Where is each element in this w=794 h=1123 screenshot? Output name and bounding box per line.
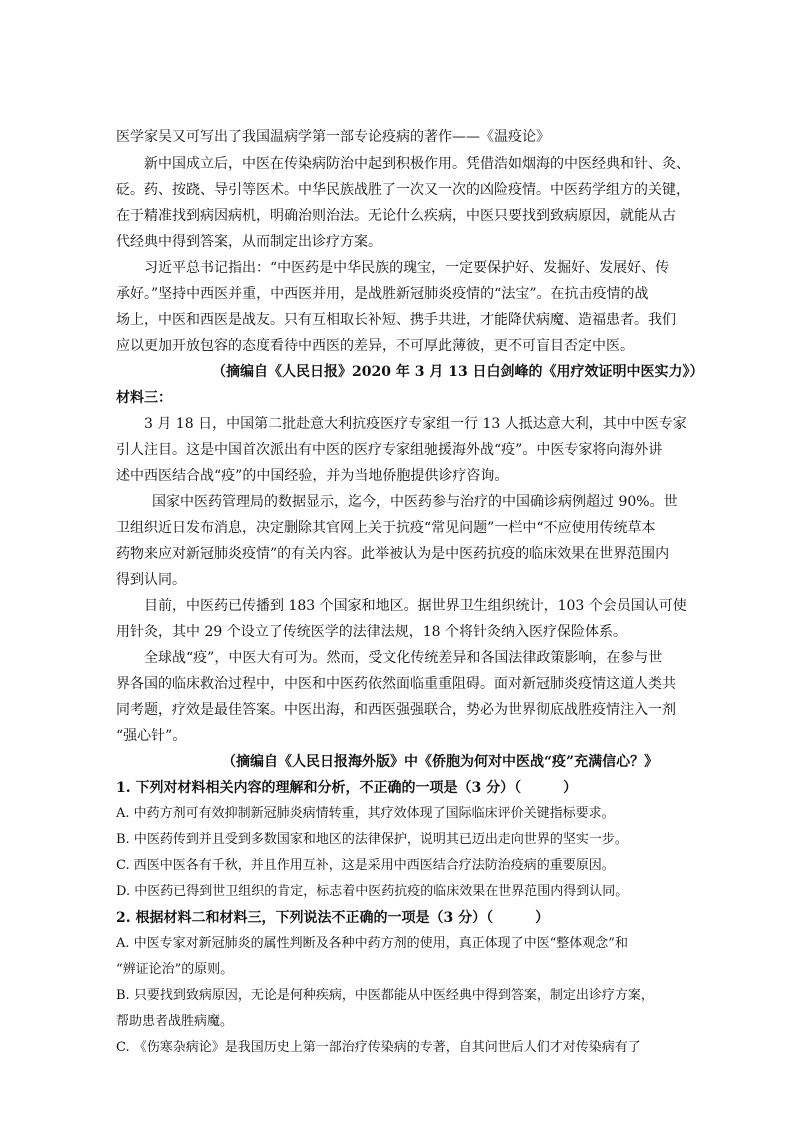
paragraph-5-line-4: 得到认同。	[116, 572, 186, 588]
question-1-option-a: A. 中药方剂可有效抑制新冠肺炎病情转重，其疗效体现了国际临床评价关键指标要求。	[116, 806, 615, 821]
source-citation-2: （摘编自《人民日报》2020 年 3 月 13 日白剑峰的《用疗效证明中医实力》）	[212, 364, 704, 380]
question-2-stem: 2. 根据材料二和材料三，下列说法不正确的一项是（3 分）（ ）	[116, 910, 550, 926]
source-citation-3: （摘编自《人民日报海外版》中《侨胞为何对中医战“疫”充满信心？》	[222, 754, 659, 770]
question-2-option-b-line-2: 帮助患者战胜病魔。	[116, 1014, 234, 1029]
paragraph-2-line-4: 代经典中得到答案，从而制定出诊疗方案。	[116, 234, 382, 250]
paragraph-4-line-2: 引人注目。这是中国首次派出有中医的医疗专家组驰援海外战“疫”。中医专家将向海外讲	[116, 442, 663, 458]
paragraph-3-line-1: 习近平总书记指出：“中医药是中华民族的瑰宝，一定要保护好、发掘好、发展好、传	[144, 260, 670, 276]
paragraph-5-line-2: 卫组织近日发布消息，决定删除其官网上关于抗疫“常见问题”一栏中“不应使用传统草本	[116, 520, 656, 536]
paragraph-3-line-3: 场上，中医和西医是战友。只有互相取长补短、携手共进，才能降伏病魔、造福患者。我们	[116, 312, 676, 328]
paragraph-2-line-3: 在于精准找到病因病机，明确治则治法。无论什么疾病，中医只要找到致病原因，就能从古	[116, 208, 676, 224]
paragraph-7-line-1: 全球战“疫”，中医大有可为。然而，受文化传统差异和各国法律政策影响，在参与世	[144, 650, 663, 666]
question-1-stem: 1. 下列对材料相关内容的理解和分析，不正确的一项是（3 分）（ ）	[116, 780, 578, 796]
paragraph-1-line-1: 医学家吴又可写出了我国温病学第一部专论疫病的著作——《温疫论》	[116, 129, 550, 145]
paragraph-6-line-2: 用针灸，其中 29 个设立了传统医学的法律法规，18 个将针灸纳入医疗保险体系。	[116, 624, 627, 640]
question-2-option-a-line-1: A. 中医专家对新冠肺炎的属性判断及各种中药方剂的使用，真正体现了中医“整体观念”和	[116, 936, 628, 951]
question-2-option-a-line-2: “辨证论治”的原则。	[116, 962, 234, 977]
paragraph-3-line-2: 承好。”坚持中西医并重，中西医并用，是战胜新冠肺炎疫情的“法宝”。在抗击疫情的战	[116, 286, 649, 302]
paragraph-4-line-3: 述中西医结合战“疫”的中国经验，并为当地侨胞提供诊疗咨询。	[116, 468, 509, 484]
paragraph-7-line-4: “强心针”。	[116, 728, 187, 744]
paragraph-5-line-1: 国家中医药管理局的数据显示，迄今，中医药参与治疗的中国确诊病例超过 90%。世	[152, 494, 678, 510]
question-1-option-c: C. 西医中医各有千秋，并且作用互补，这是采用中西医结合疗法防治疫病的重要原因。	[116, 858, 615, 873]
paragraph-3-line-4: 应以更加开放包容的态度看待中西医的差异，不可厚此薄彼，更不可盲目否定中医。	[116, 338, 634, 354]
question-1-option-b: B. 中医药传到并且受到多数国家和地区的法律保护，说明其已迈出走向世界的坚实一步。	[116, 832, 628, 847]
paragraph-7-line-2: 界各国的临床救治过程中，中医和中医药依然面临重重阻碍。面对新冠肺炎疫情这道人类共	[116, 676, 676, 692]
question-2-option-c-line-1: C. 《伤寒杂病论》是我国历史上第一部治疗传染病的专著，自其问世后人们才对传染病有了	[116, 1040, 641, 1055]
question-2-option-b-line-1: B. 只要找到致病原因，无论是何种疾病，中医都能从中医经典中得到答案，制定出诊疗方案，	[116, 988, 654, 1003]
question-1-option-d: D. 中医药已得到世卫组织的肯定，标志着中医药抗疫的临床效果在世界范围内得到认同。	[116, 884, 629, 899]
paragraph-7-line-3: 同考题，疗效是最佳答案。中医出海，和西医强强联合，势必为世界彻底战胜疫情注入一剂	[116, 702, 676, 718]
paragraph-2-line-1: 新中国成立后，中医在传染病防治中起到积极作用。凭借浩如烟海的中医经典和针、灸、	[144, 156, 690, 172]
paragraph-5-line-3: 药物来应对新冠肺炎疫情”的有关内容。此举被认为是中医药抗疫的临床效果在世界范围内	[116, 546, 670, 562]
paragraph-2-line-2: 砭。药、按跷、导引等医术。中华民族战胜了一次又一次的凶险疫情。中医药学组方的关键，	[116, 182, 690, 198]
material-3-heading: 材料三：	[116, 390, 172, 406]
paragraph-4-line-1: 3 月 18 日，中国第二批赴意大利抗疫医疗专家组一行 13 人抵达意大利，其中中医专家	[144, 416, 687, 432]
paragraph-6-line-1: 目前，中医药已传播到 183 个国家和地区。据世界卫生组织统计，103 个会员国认可使	[144, 598, 687, 614]
